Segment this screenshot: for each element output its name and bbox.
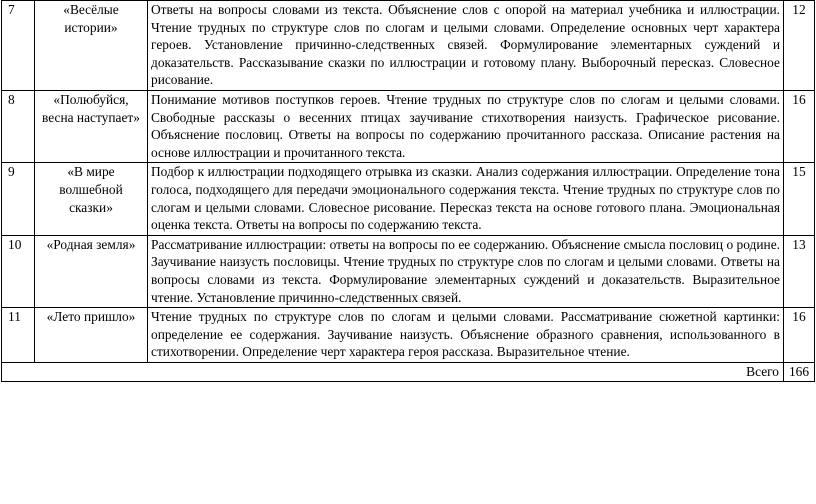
total-hours: 166	[784, 362, 815, 382]
program-table	[1, 0, 815, 382]
table-row	[2, 1, 815, 91]
table-row	[2, 308, 815, 363]
total-row	[2, 362, 815, 382]
hours-cell: 16	[784, 308, 815, 363]
hours-cell: 12	[784, 1, 815, 91]
description-cell: Понимание мотивов поступков героев. Чтение трудных по структуре слов по слогам и целыми словами. Свободные рассказы о весенних птицах заучивание стихотворения наизусть. Графическое рисование. Объяснение пословиц. Ответы на вопросы по содержанию прочитанного рассказа. Описание растения на основе иллюстрации и прочитанного текста.	[148, 90, 784, 162]
description-cell: Чтение трудных по структуре слов по слогам и целыми словами. Рассматривание сюжетной картинки: определение ее содержания. Заучивание наизусть. Объяснение образного сравнения, использованного в стихотворении. Определение черт характера героя рассказа. Выразительное чтение.	[148, 308, 784, 363]
topic-cell: «Полюбуйся, весна наступает»	[35, 90, 148, 162]
row-number: 8	[2, 90, 35, 162]
table-row	[2, 90, 815, 162]
hours-cell: 16	[784, 90, 815, 162]
topic-cell: «Лето пришло»	[35, 308, 148, 363]
table-row	[2, 163, 815, 235]
total-label: Всего	[2, 362, 784, 382]
description-cell: Ответы на вопросы словами из текста. Объяснение слов с опорой на материал учебника и иллюстрации. Чтение трудных по структуре слов по слогам и целыми словами. Определение основных черт характера героев. Установление причинно-следственных связей. Формулирование элементарных суждений и доказательств. Рассказывание сказки по иллюстрации и готовому плану. Выборочный пересказ. Словесное рисование.	[148, 1, 784, 91]
row-number: 11	[2, 308, 35, 363]
hours-cell: 15	[784, 163, 815, 235]
row-number: 9	[2, 163, 35, 235]
topic-cell: «В мире волшебной сказки»	[35, 163, 148, 235]
row-number: 10	[2, 235, 35, 307]
description-cell: Подбор к иллюстрации подходящего отрывка из сказки. Анализ содержания иллюстрации. Определение тона голоса, подходящего для передачи эмоционального содержания текста. Чтение трудных по структуре слов по слогам и целыми словами. Словесное рисование. Пересказ текста на основе готового плана. Эмоциональная оценка текста. Ответы на вопросы по содержанию текста.	[148, 163, 784, 235]
topic-cell: «Весёлые истории»	[35, 1, 148, 91]
row-number: 7	[2, 1, 35, 91]
topic-cell: «Родная земля»	[35, 235, 148, 307]
description-cell: Рассматривание иллюстрации: ответы на вопросы по ее содержанию. Объяснение смысла пословиц о родине. Заучивание наизусть пословицы. Чтение трудных по структуре слов по слогам и целыми словами. Ответы на вопросы словами из текста. Формулирование элементарных суждений и доказательств. Выразительное чтение. Установление причинно-следственных связей.	[148, 235, 784, 307]
table-row	[2, 235, 815, 307]
hours-cell: 13	[784, 235, 815, 307]
